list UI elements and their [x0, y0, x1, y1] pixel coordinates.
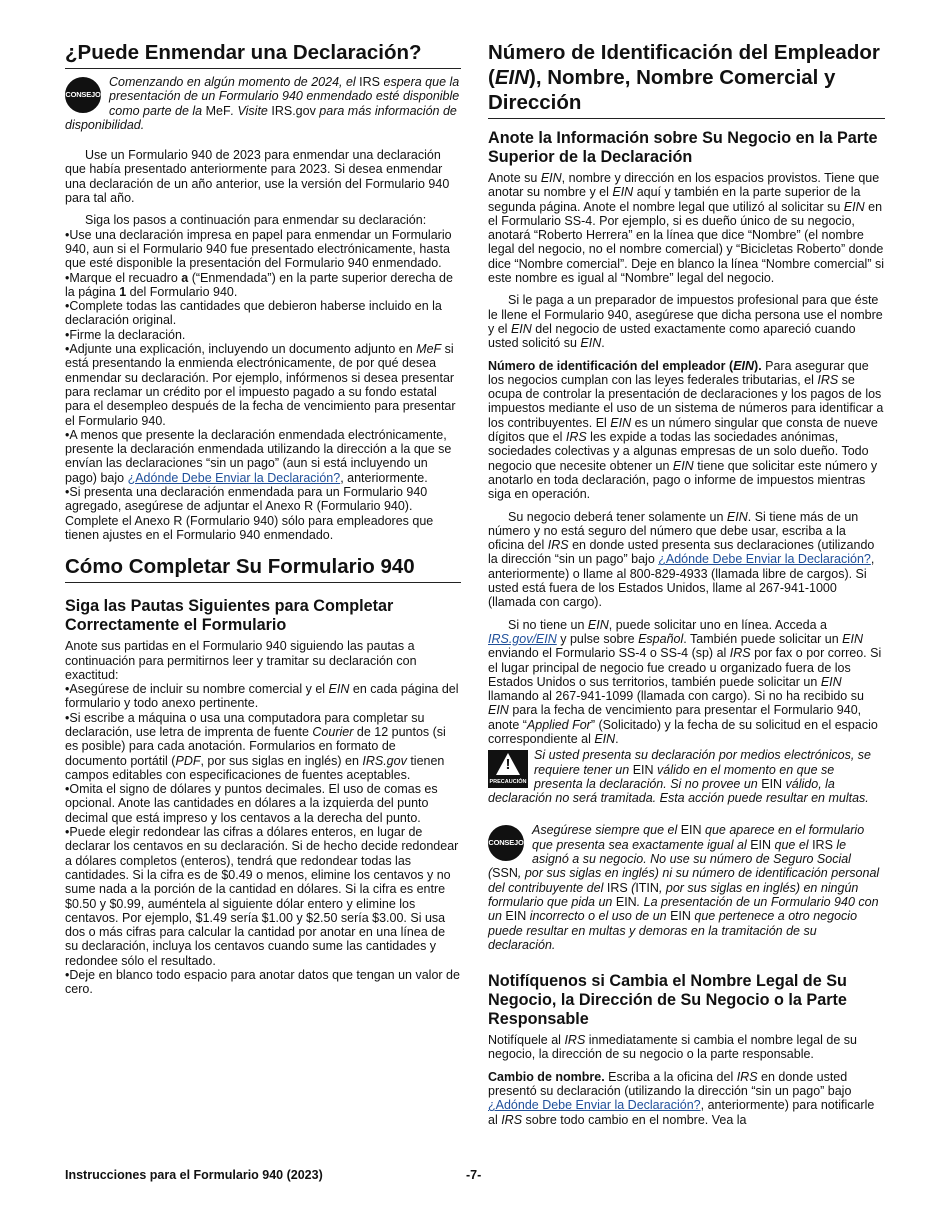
subheading: Anote la Información sobre Su Negocio en la Parte Superior de la Declaración: [488, 129, 878, 166]
section-heading-complete: Cómo Completar Su Formulario 940: [65, 554, 461, 583]
paragraph: Si no tiene un EIN, puede solicitar uno en línea. Acceda a IRS.gov/EIN y pulse sobre Español. También puede solicitar un EIN enviando el Formulario SS-4 o SS-4 (sp) al IRS por fax o por correo. Si el lugar principal de negocio fue creado u organizado fuera de los Estados Unidos o sus territorios, también puede solicitar un EIN llamando al 267-941-1099 (llamada con cargo). Si no ha recibido su EIN para la fecha de vencimiento para presentar el Formulario 940, anote “Applied For” (Solicitado) y la fecha de su solicitud en el espacio correspondiente al EIN.: [488, 617, 882, 746]
footer-form-title: Instrucciones para el Formulario 940 (2023): [65, 1168, 323, 1182]
list-item: • Adjunte una explicación, incluyendo un documento adjunto en MeF si está presentando la enmienda electrónicamente, de por qué desea enmendar su declaración. Por ejemplo, infórmenos si desea presentar para reclamar un crédito por el impuesto pagado a su fondo estatal para el desempleo después de la fecha de vencimiento para presentar el Formulario 940.: [65, 342, 461, 428]
where-to-file-link[interactable]: ¿Adónde Debe Enviar la Declaración?: [658, 552, 871, 567]
list-item: • Si presenta una declaración enmendada para un Formulario 940 agregado, asegúrese de adjuntar el Anexo R (Formulario 940). Complete el Anexo R (Formulario 940) sólo para empleadores que tienen ajustes en el Formulario 940 enmendado.: [65, 485, 461, 542]
paragraph: Cambio de nombre. Escriba a la oficina del IRS en donde usted presentó su declaración (utilizando la dirección “sin un pago” bajo ¿Adónde Debe Enviar la Declaración?, anteriormente) para notificarle al IRS sobre todo cambio en el nombre. Vea la: [488, 1069, 875, 1127]
consejo-icon: CONSEJO: [488, 825, 524, 861]
left-column: [65, 40, 461, 997]
list-item: • Marque el recuadro a (“Enmendada”) en la parte superior derecha de la página 1 del Formulario 940.: [65, 271, 461, 300]
subheading: Notifíquenos si Cambia el Nombre Legal de Su Negocio, la Dirección de Su Negocio o la Parte Responsable: [488, 972, 847, 1029]
irs-ein-link[interactable]: IRS.gov/EIN: [488, 631, 557, 646]
consejo-icon: CONSEJO: [65, 77, 101, 113]
tip-note-ein: CONSEJO Asegúrese siempre que el EIN que aparece en el formulario que presenta sea exactamente igual al EIN que el IRS le asignó a su negocio. No use su número de Seguro Social (SSN, por sus siglas en inglés) ni su número de identificación personal del contribuyente del IRS (ITIN, por sus siglas en inglés) en ningún formulario que pida un EIN. La presentación de un Formulario 940 con un EIN incorrecto o el uso de un EIN que pertenece a otro negocio puede resultar en multas y demoras en la tramitación de su declaración.: [488, 823, 880, 952]
paragraph: Número de identificación del empleador (EIN). Para asegurar que los negocios cumplan con las leyes federales tributarias, el IRS se ocupa de controlar la presentación de declaraciones y los pagos de los impuestos mediante el uso de un sistema de números para identificar a los contribuyentes. El EIN es un número singular que consta de nueve dígitos que el IRS les expide a todas las sociedades anónimas, sociedades colectivas y a algunas empresas de un solo dueño. Todo negocio que necesite obtener un EIN tiene que solicitar este número y anotarlo en toda declaración, pago o informe de impuestos mientras siga en operación.: [488, 358, 884, 502]
page-number: -7-: [466, 1168, 482, 1182]
list-item: • Use una declaración impresa en papel para enmendar un Formulario 940, aun si el Formulario 940 fue presentado electrónicamente, hasta que esté disponible la presentación del Formulario 940 enmendado.: [65, 228, 461, 271]
caution-note: ! PRECAUCIÓN Si usted presenta su declaración por medios electrónicos, se requiere tener un EIN válido en el momento en que se presenta la declaración. Si no provee un EIN válido, la declaración no será tramitada. Esta acción puede resultar en multas.: [488, 748, 871, 806]
list-item: • Si escribe a máquina o usa una computadora para completar su declaración, use letra de imprenta de fuente Courier de 12 puntos (si es posible) para cada anotación. Formularios en formato de documento portátil (PDF, por sus siglas en inglés) en IRS.gov tienen campos editables con especificaciones de fuentes aceptables.: [65, 711, 461, 782]
list-item: • A menos que presente la declaración enmendada electrónicamente, presente la declaración enmendada utilizando la dirección a la que se envían las declaraciones “sin un pago” (aun si está incluyendo un pago) bajo ¿Adónde Debe Enviar la Declaración?, anteriormente.: [65, 428, 461, 485]
paragraph: Use un Formulario 940 de 2023 para enmendar una declaración que había presentado anteriormente para 2023. Si desea enmendar una declaración de un año anterior, use la versión del Formulario 940 para tal año.: [65, 148, 450, 206]
paragraph: Si le paga a un preparador de impuestos profesional para que éste le llene el Formulario 940, asegúrese que dicha persona use el nombre y el EIN del negocio de usted exactamente como apareció cuando usted solicitó su EIN.: [488, 293, 883, 351]
subheading: Siga las Pautas Siguientes para Completar Correctamente el Formulario: [65, 597, 394, 635]
list-item: • Firme la declaración.: [65, 328, 461, 342]
paragraph: Anote sus partidas en el Formulario 940 siguiendo las pautas a continuación para permitirnos leer y tramitar su declaración con exactitud:: [65, 639, 417, 682]
list-item: • Asegúrese de incluir su nombre comercial y el EIN en cada página del formulario y todo anexo pertinente.: [65, 682, 461, 711]
tip-note-mef: CONSEJO Comenzando en algún momento de 2024, el IRS espera que la presentación de un Formulario 940 enmendado esté disponible como parte de la MeF. Visite IRS.gov para más información de disponibilidad.: [65, 75, 460, 132]
right-column: [488, 40, 885, 1127]
paragraph: Anote su EIN, nombre y dirección en los espacios provistos. Tiene que anotar su nombre y el EIN aquí y también en la parte superior de la segunda página. Anote el nombre legal que utilizó al solicitar su EIN en el Formulario SS-4. Por ejemplo, si es dueño único de su negocio, anotará “Roberto Herrera” en la línea que dice “Nombre” (el nombre legal del negocio, no el nombre comercial) y “Bicicletas Roberto” donde dice “Nombre comercial”. Deje en blanco la línea “Nombre comercial” si este nombre es igual al “Nombre” legal del negocio.: [488, 171, 884, 286]
list-item: • Complete todas las cantidades que debieron haberse incluido en la declaración original.: [65, 299, 461, 328]
list-item: • Omita el signo de dólares y puntos decimales. El uso de comas es opcional. Anote las cantidades en dólares a la izquierda del punto decimal que está impreso y los centavos a la derecha del punto.: [65, 782, 461, 825]
section-heading-amend: ¿Puede Enmendar una Declaración?: [65, 40, 461, 69]
where-to-file-link[interactable]: ¿Adónde Debe Enviar la Declaración?: [127, 470, 341, 485]
list-item: • Deje en blanco todo espacio para anotar datos que tengan un valor de cero.: [65, 968, 461, 997]
list-item: • Puede elegir redondear las cifras a dólares enteros, en lugar de declarar los centavos en su declaración. Si de hecho decide redondear a dólares completos (enteros), tendrá que redondear todas las cantidades. Si la cifra es de $0.49 o menos, elimine los centavos y no sume nada a la porción de la cantidad en dólares. Si la cifra es entre $0.50 y $0.99, auméntela al siguiente dólar entero y elimine los centavos. Por ejemplo, $1.49 sería $1.00 y $2.50 sería $3.00. Si usa dos o más cifras para calcular la cantidad por anotar en una línea de su declaración, incluya los centavos cuando sume las cantidades y redondee sólo el resultado.: [65, 825, 461, 968]
where-to-file-link[interactable]: ¿Adónde Debe Enviar la Declaración?: [488, 1098, 701, 1113]
paragraph: Siga los pasos a continuación para enmendar su declaración:: [85, 213, 427, 228]
paragraph: Su negocio deberá tener solamente un EIN. Si tiene más de un número y no está seguro del número que debe usar, escriba a la oficina del IRS en donde usted presenta sus declaraciones (utilizando la dirección “sin un pago” bajo ¿Adónde Debe Enviar la Declaración?, anteriormente) o llame al 800-829-4933 (llamada libre de cargos). Si usted está fuera de los Estados Unidos, llame al 267-941-1000 (llamada con cargo).: [488, 509, 875, 610]
section-heading-ein: Número de Identificación del Empleador (EIN), Nombre, Nombre Comercial y Dirección: [488, 40, 885, 119]
paragraph: Notifíquele al IRS inmediatamente si cambia el nombre legal de su negocio, la dirección de su negocio o la parte responsable.: [488, 1033, 857, 1062]
caution-icon: ! PRECAUCIÓN: [488, 750, 528, 788]
